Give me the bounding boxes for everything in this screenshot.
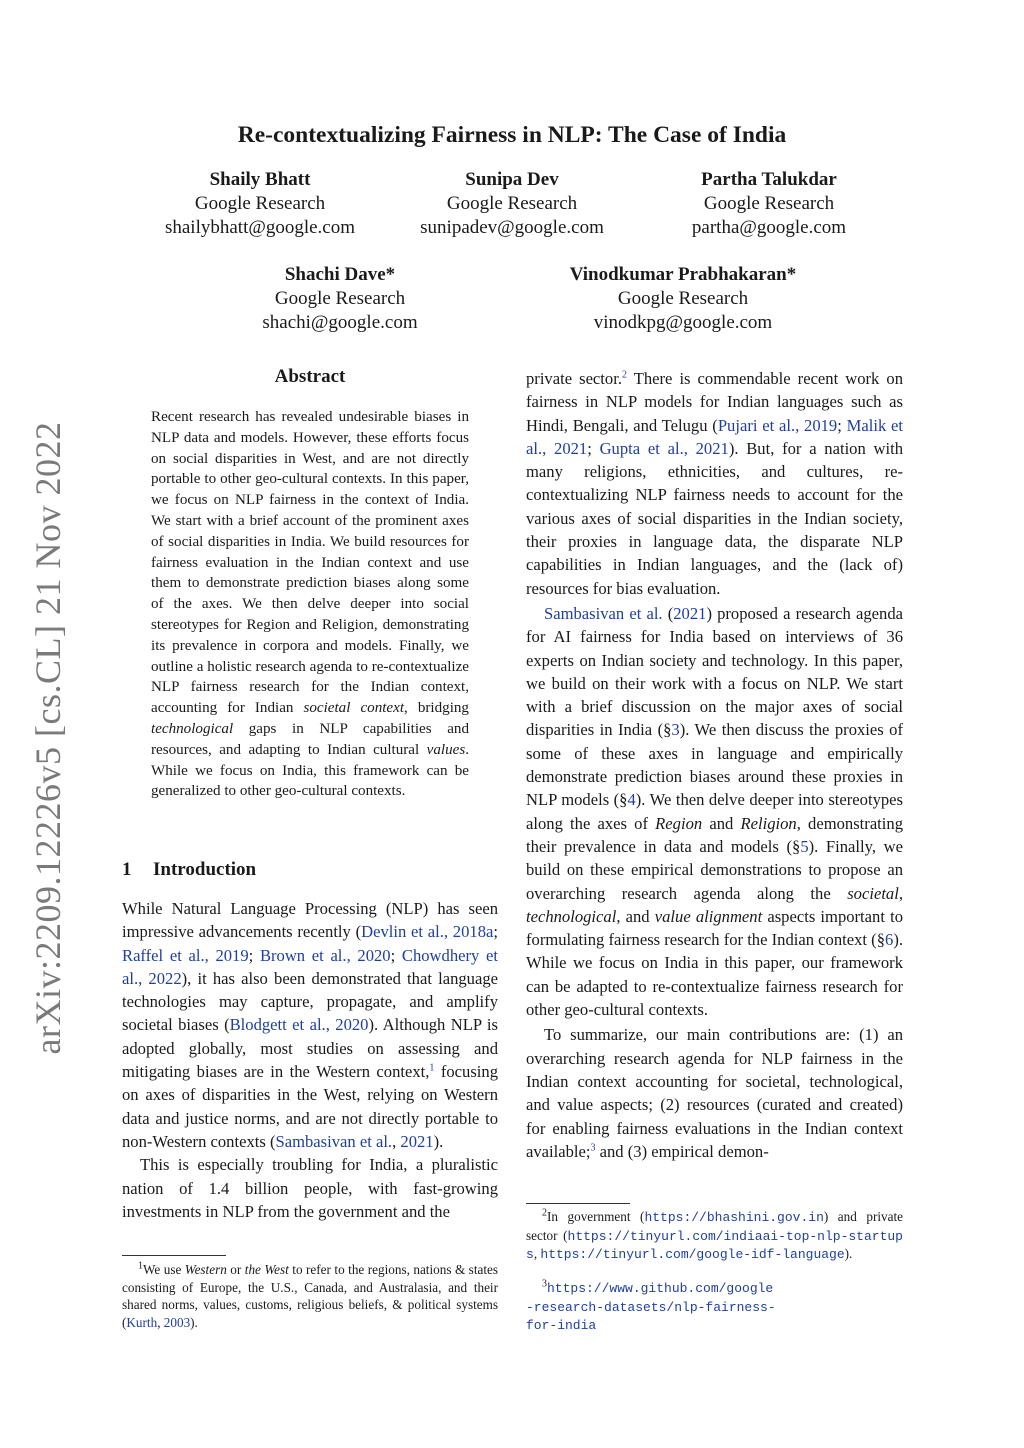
author-block	[533, 263, 833, 335]
author-email[interactable]: vinodkpg@google.com	[593, 312, 773, 333]
footnote-divider	[526, 1203, 630, 1204]
citation-link[interactable]: 2021	[400, 1131, 434, 1151]
author-name: Sunipa Dev	[465, 169, 559, 190]
citation-link[interactable]: 2021	[673, 603, 707, 623]
url-link[interactable]: https://bhashini.gov.in	[644, 1210, 824, 1225]
author-affiliation: Google Research	[194, 193, 326, 214]
footnote-2: $^2$In government (https://bhashini.gov.in) and private sector (https://tinyurl.com/indiaai-top-nlp-startups, https://tinyurl.com/google-idf-language).	[526, 1207, 903, 1262]
intro-paragraph-3: private sector.$^2$ There is commendable recent work on fairness in NLP models for Indian languages such as Hindi, Bengali, and Telugu (Pujari et al., 2019; Malik et al., 2021; Gupta et al., 2021). But, for a nation with many religions, ethnicities, and cultures, re-contextualizing NLP fairness needs to account for the various axes of social disparities in the Indian society, their proxies in language data, the disparate NLP capabilities in Indian languages, and the (lack of) resources for bias evaluation.	[526, 369, 904, 598]
citation-link[interactable]: Kurth	[126, 1314, 158, 1330]
footnote-number: 3	[542, 1278, 547, 1290]
author-affiliation: Google Research	[274, 288, 406, 309]
section-number: 1	[122, 859, 132, 880]
url-link[interactable]: https://tinyurl.com/google-idf-language	[540, 1247, 845, 1262]
citation-link[interactable]: Chowdhery et al., 2022	[122, 945, 498, 988]
citation-link[interactable]: Blodgett et al., 2020	[229, 1015, 369, 1035]
citation-link[interactable]: Pujari et al., 2019	[717, 415, 838, 435]
section-ref-link[interactable]: 3	[671, 720, 680, 740]
citation-link[interactable]: 2003	[163, 1314, 191, 1330]
section-title: Introduction	[153, 859, 257, 880]
right-column-body	[526, 367, 903, 1163]
section-ref-link[interactable]: 5	[800, 836, 809, 856]
intro-paragraph-5: To summarize, our main contributions are: (1) an overarching research agenda for NLP fairness in the Indian context accounting for societal, technological, and value aspects; (2) resources (curated and created) for enabling fairness evaluations in the Indian context available;$^3$ and (3) empirical demon-	[526, 1025, 903, 1161]
intro-paragraph-2: This is especially troubling for India, a pluralistic nation of 1.4 billion people, with fast-growing investments in NLP from the government and the	[122, 1155, 498, 1221]
citation-link[interactable]: Malik et al., 2021	[526, 415, 903, 458]
citation-link[interactable]: Sambasivan et al.	[275, 1131, 393, 1151]
author-name: Shaily Bhatt	[209, 169, 311, 190]
url-link[interactable]: https://tinyurl.com/indiaai-top-nlp-startups	[526, 1228, 903, 1262]
footnote-3	[526, 1279, 776, 1335]
author-block	[639, 168, 899, 240]
author-email[interactable]: sunipadev@google.com	[420, 217, 604, 238]
section-ref-link[interactable]: 4	[627, 790, 636, 810]
footnote-marker[interactable]: 2	[621, 369, 627, 381]
citation-link[interactable]: Sambasivan et al.	[544, 603, 663, 623]
author-block	[210, 263, 470, 335]
author-email[interactable]: partha@google.com	[691, 217, 847, 238]
author-email[interactable]: shachi@google.com	[262, 312, 418, 333]
abstract-heading: Abstract	[274, 366, 346, 387]
left-column-body	[122, 897, 498, 1223]
footnote-marker[interactable]: 1	[429, 1062, 435, 1074]
url-link[interactable]: https://www.github.com/google-research-datasets/nlp-fairness-for-india	[526, 1281, 776, 1333]
citation-link[interactable]: Gupta et al., 2021	[599, 438, 729, 458]
section-heading	[122, 859, 256, 881]
author-block	[130, 168, 390, 240]
author-affiliation: Google Research	[703, 193, 835, 214]
footnote-number: 2	[542, 1207, 547, 1219]
author-affiliation: Google Research	[617, 288, 749, 309]
author-name: Partha Talukdar	[701, 169, 837, 190]
footnote-number: 1	[138, 1260, 143, 1272]
author-email[interactable]: shailybhatt@google.com	[164, 217, 356, 238]
author-affiliation: Google Research	[446, 193, 578, 214]
intro-paragraph-4: Sambasivan et al. (2021) proposed a research agenda for AI fairness for India based on interviews of 36 experts on Indian society and technology. In this paper, we build on their work with a focus on NLP. We start with a brief discussion on the major axes of social disparities in India (§3). We then discuss the proxies of some of these axes in language and empirically demonstrate prediction biases around these proxies in NLP models (§4). We then delve deeper into stereotypes along the axes of Region and Religion, demonstrating their prevalence in data and models (§5). Finally, we build on these empirical demonstrations to propose an overarching research agenda along the societal, technological, and value alignment aspects important to formulating fairness research for the Indian context (§6). While we focus on India in this paper, our framework can be adapted to re-contextualize fairness research for other geo-cultural contexts.	[526, 603, 904, 1020]
arxiv-identifier: arXiv:2209.12226v5 [cs.CL] 21 Nov 2022	[28, 421, 68, 1055]
abstract-body: Recent research has revealed undesirable biases in NLP data and models. However, these efforts focus on social disparities in West, and are not directly portable to other geo-cultural contexts. In this paper, we focus on NLP fairness in the context of India. We start with a brief account of the prominent axes of social disparities in India. We build resources for fairness evaluation in the Indian context and use them to demonstrate prediction biases along some of the axes. We then delve deeper into social stereotypes for Region and Religion, demonstrating its prevalence in corpora and models. Finally, we outline a holistic research agenda to re-contextualize NLP fairness research for the Indian context, accounting for Indian societal context, bridging technological gaps in NLP capabilities and resources, and adapting to Indian cultural values. While we focus on India, this framework can be generalized to other geo-cultural contexts.	[151, 409, 469, 800]
author-name: Vinodkumar Prabhakaran*	[569, 264, 797, 285]
footnote-1: $^1$We use Western or the West to refer to the regions, nations & states consisting of Europe, the U.S., Canada, and Australasia, and their shared norms, values, customs, religious beliefs, & political systems (Kurth, 2003).	[122, 1260, 498, 1330]
citation-link[interactable]: Devlin et al., 2018a	[361, 922, 494, 942]
footnote-divider	[122, 1255, 226, 1256]
citation-link[interactable]: Raffel et al., 2019	[122, 945, 249, 965]
author-name: Shachi Dave*	[284, 264, 396, 285]
citation-link[interactable]: Brown et al., 2020	[259, 945, 391, 965]
footnote-marker[interactable]: 3	[590, 1142, 596, 1154]
intro-paragraph-1: While Natural Language Processing (NLP) has seen impressive advancements recently (Devlin et al., 2018a; Raffel et al., 2019; Brown et al., 2020; Chowdhery et al., 2022), it has also been demonstrated that language technologies may capture, propagate, and amplify societal biases (Blodgett et al., 2020). Although NLP is adopted globally, most studies on assessing and mitigating biases are in the Western context,$^1$ focusing on axes of disparities in the West, relying on Western data and justice norms, and are not directly portable to non-Western contexts (Sambasivan et al., 2021).	[122, 899, 498, 1151]
author-block	[382, 168, 642, 240]
section-ref-link[interactable]: 6	[885, 930, 894, 950]
paper-title: Re-contextualizing Fairness in NLP: The Case of India	[237, 122, 787, 148]
